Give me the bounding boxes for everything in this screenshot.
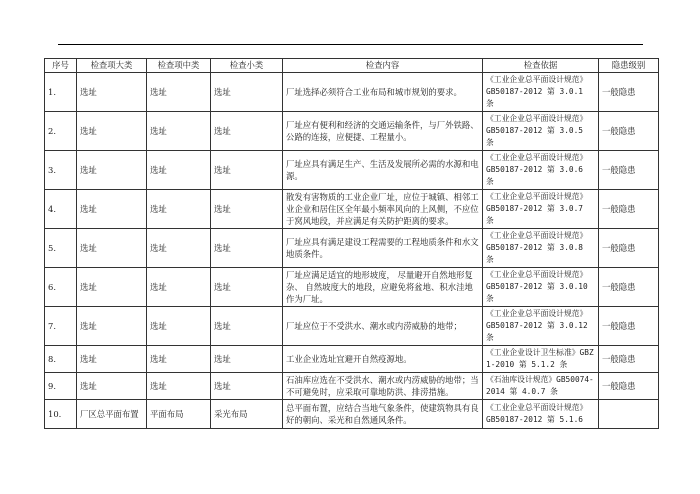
cell-minor: 选址	[211, 229, 283, 268]
cell-major: 选址	[77, 73, 147, 112]
cell-no: 2.	[45, 112, 77, 151]
cell-middle: 选址	[147, 346, 211, 373]
cell-middle: 选址	[147, 73, 211, 112]
cell-major: 选址	[77, 112, 147, 151]
cell-basis: 《石油库设计规范》GB50074-2014 第 4.0.7 条	[483, 373, 599, 400]
cell-content: 厂址应有便利和经济的交通运输条件，与厂外铁路、公路的连接，应便捷、工程量小。	[283, 112, 483, 151]
cell-no: 8.	[45, 346, 77, 373]
table-row	[45, 151, 659, 190]
cell-basis: 《工业企业总平面设计规范》GB50187-2012 第 3.0.8 条	[483, 229, 599, 268]
table-row	[45, 73, 659, 112]
cell-content: 厂址选择必须符合工业布局和城市规划的要求。	[283, 73, 483, 112]
cell-middle: 选址	[147, 373, 211, 400]
cell-level: 一般隐患	[599, 346, 659, 373]
col-header-content: 检查内容	[283, 59, 483, 73]
cell-level: 一般隐患	[599, 151, 659, 190]
table-row	[45, 346, 659, 373]
cell-basis: 《工业企业总平面设计规范》GB50187-2012 第 3.0.12 条	[483, 307, 599, 346]
cell-content: 散发有害物质的工业企业厂址，应位于城镇、相邻工业企业和居住区全年最小频率风向的上风侧，不应位于窝风地段，并应满足有关防护距离的要求。	[283, 190, 483, 229]
cell-major: 选址	[77, 346, 147, 373]
cell-no: 3.	[45, 151, 77, 190]
cell-content: 总平面布置，应结合当地气象条件，使建筑物具有良好的朝向、采光和自然通风条件。	[283, 400, 483, 429]
cell-minor: 采光布局	[211, 400, 283, 429]
cell-basis: 《工业企业总平面设计规范》GB50187-2012 第 5.1.6	[483, 400, 599, 429]
cell-content: 厂址应具有满足建设工程需要的工程地质条件和水文地质条件。	[283, 229, 483, 268]
cell-major: 厂区总平面布置	[77, 400, 147, 429]
cell-minor: 选址	[211, 268, 283, 307]
cell-no: 6.	[45, 268, 77, 307]
col-header-major: 检查项大类	[77, 59, 147, 73]
cell-minor: 选址	[211, 307, 283, 346]
cell-no: 9.	[45, 373, 77, 400]
cell-content: 石油库应选在不受洪水、潮水或内涝威胁的地带；当不可避免时，应采取可靠地防洪、排涝措施。	[283, 373, 483, 400]
table-row	[45, 112, 659, 151]
cell-no: 5.	[45, 229, 77, 268]
cell-level: 一般隐患	[599, 190, 659, 229]
cell-basis: 《工业企业总平面设计规范》GB50187-2012 第 3.0.6 条	[483, 151, 599, 190]
cell-minor: 选址	[211, 346, 283, 373]
cell-level: 一般隐患	[599, 229, 659, 268]
cell-major: 选址	[77, 307, 147, 346]
cell-basis: 《工业企业总平面设计规范》GB50187-2012 第 3.0.1 条	[483, 73, 599, 112]
cell-middle: 平面布局	[147, 400, 211, 429]
cell-middle: 选址	[147, 307, 211, 346]
cell-middle: 选址	[147, 112, 211, 151]
cell-middle: 选址	[147, 229, 211, 268]
inspection-table	[44, 58, 659, 429]
cell-level: 一般隐患	[599, 112, 659, 151]
table-row	[45, 229, 659, 268]
cell-level: 一般隐患	[599, 373, 659, 400]
col-header-minor: 检查小类	[211, 59, 283, 73]
cell-major: 选址	[77, 373, 147, 400]
cell-level: 一般隐患	[599, 307, 659, 346]
cell-basis: 《工业企业总平面设计规范》GB50187-2012 第 3.0.10 条	[483, 268, 599, 307]
cell-no: 4.	[45, 190, 77, 229]
cell-minor: 选址	[211, 373, 283, 400]
cell-minor: 选址	[211, 151, 283, 190]
cell-content: 工业企业选址宜避开自然疫源地。	[283, 346, 483, 373]
table-row	[45, 190, 659, 229]
table-row	[45, 307, 659, 346]
col-header-basis: 检查依据	[483, 59, 599, 73]
table-row	[45, 400, 659, 429]
cell-major: 选址	[77, 190, 147, 229]
cell-no: 10.	[45, 400, 77, 429]
cell-middle: 选址	[147, 190, 211, 229]
cell-minor: 选址	[211, 73, 283, 112]
table-header-row	[45, 59, 659, 73]
cell-content: 厂址应满足适宜的地形坡度， 尽量避开自然地形复杂、 自然坡度大的地段，应避免将盆地、积水洼地作为厂址。	[283, 268, 483, 307]
cell-no: 7.	[45, 307, 77, 346]
cell-basis: 《工业企业总平面设计规范》GB50187-2012 第 3.0.5 条	[483, 112, 599, 151]
cell-major: 选址	[77, 151, 147, 190]
cell-middle: 选址	[147, 151, 211, 190]
cell-level: 一般隐患	[599, 73, 659, 112]
table-row	[45, 373, 659, 400]
cell-major: 选址	[77, 268, 147, 307]
table-row	[45, 268, 659, 307]
col-header-level: 隐患级别	[599, 59, 659, 73]
cell-minor: 选址	[211, 112, 283, 151]
cell-basis: 《工业企业总平面设计规范》GB50187-2012 第 3.0.7 条	[483, 190, 599, 229]
cell-minor: 选址	[211, 190, 283, 229]
cell-major: 选址	[77, 229, 147, 268]
cell-content: 厂址应位于不受洪水、潮水或内涝威胁的地带；	[283, 307, 483, 346]
cell-middle: 选址	[147, 268, 211, 307]
cell-basis: 《工业企业设计卫生标准》GBZ 1-2010 第 5.1.2 条	[483, 346, 599, 373]
header-rule	[58, 44, 643, 45]
cell-content: 厂址应具有满足生产、生活及发展所必需的水源和电源。	[283, 151, 483, 190]
cell-level	[599, 400, 659, 429]
cell-level: 一般隐患	[599, 268, 659, 307]
col-header-middle: 检查项中类	[147, 59, 211, 73]
cell-no: 1.	[45, 73, 77, 112]
col-header-no: 序号	[45, 59, 77, 73]
